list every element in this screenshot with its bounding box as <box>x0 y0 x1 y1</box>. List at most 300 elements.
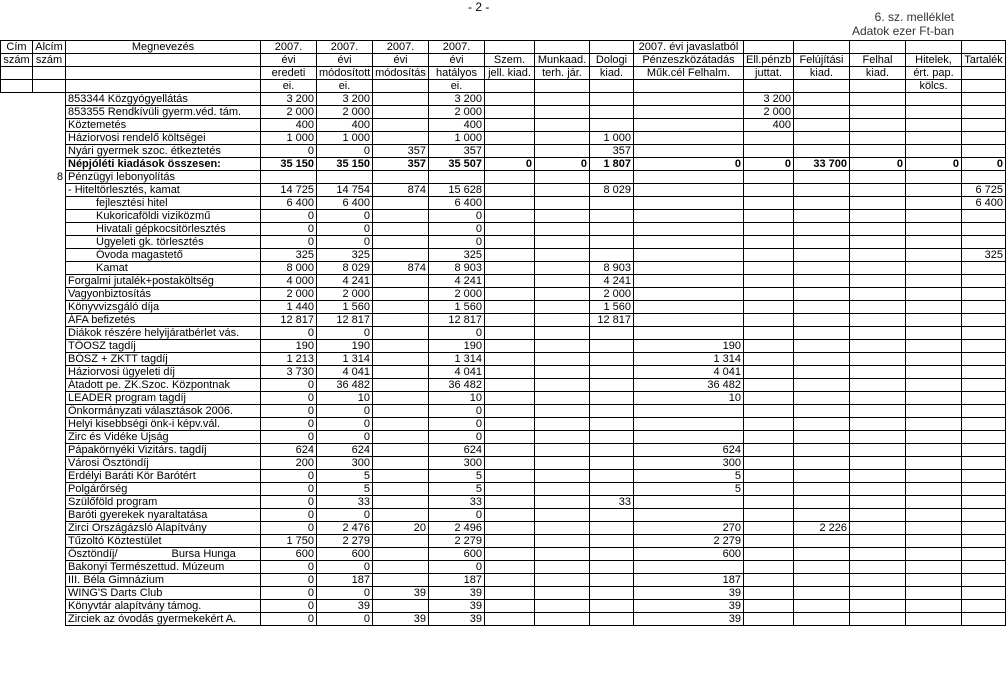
value-cell <box>962 379 1006 392</box>
value-cell <box>744 314 794 327</box>
value-cell: 12 817 <box>317 314 373 327</box>
value-cell: 5 <box>429 470 485 483</box>
header-cell: Munkaad. <box>535 54 590 67</box>
value-cell: 0 <box>317 613 373 626</box>
row-name: Zirciek az óvodás gyermekekért A. <box>66 613 261 626</box>
value-cell <box>794 613 850 626</box>
value-cell <box>535 301 590 314</box>
value-cell <box>535 483 590 496</box>
value-cell: 1 314 <box>429 353 485 366</box>
value-cell: 190 <box>261 340 317 353</box>
value-cell <box>373 457 429 470</box>
value-cell: 4 241 <box>590 275 634 288</box>
value-cell <box>373 288 429 301</box>
value-cell <box>590 444 634 457</box>
table-row <box>1 119 1006 132</box>
value-cell: 0 <box>261 522 317 535</box>
value-cell <box>485 249 535 262</box>
value-cell: 600 <box>317 548 373 561</box>
value-cell: 0 <box>317 587 373 600</box>
value-cell <box>794 145 850 158</box>
row-code <box>33 418 66 431</box>
value-cell: 39 <box>634 600 744 613</box>
row-name: Átadott pe. ZK.Szoc. Központnak <box>66 379 261 392</box>
value-cell <box>850 548 906 561</box>
row-code <box>33 496 66 509</box>
value-cell <box>744 574 794 587</box>
value-cell <box>962 119 1006 132</box>
value-cell <box>744 288 794 301</box>
value-cell <box>906 249 962 262</box>
value-cell: 0 <box>317 327 373 340</box>
value-cell: 5 <box>317 470 373 483</box>
value-cell <box>535 249 590 262</box>
value-cell <box>906 93 962 106</box>
value-cell <box>535 145 590 158</box>
value-cell <box>535 444 590 457</box>
header-cell <box>962 80 1006 93</box>
value-cell <box>373 197 429 210</box>
table-row <box>1 431 1006 444</box>
value-cell <box>850 184 906 197</box>
value-cell <box>535 314 590 327</box>
value-cell <box>794 106 850 119</box>
row-code <box>33 483 66 496</box>
value-cell: 0 <box>429 418 485 431</box>
value-cell: 14 725 <box>261 184 317 197</box>
value-cell <box>794 600 850 613</box>
value-cell: 1 213 <box>261 353 317 366</box>
value-cell: 0 <box>261 574 317 587</box>
row-name: Könyvtár alapítvány támog. <box>66 600 261 613</box>
value-cell <box>850 236 906 249</box>
value-cell: 3 730 <box>261 366 317 379</box>
header-cell: kölcs. <box>906 80 962 93</box>
value-cell <box>744 249 794 262</box>
table-row <box>1 314 1006 327</box>
value-cell <box>634 106 744 119</box>
value-cell <box>590 561 634 574</box>
value-cell <box>634 314 744 327</box>
value-cell <box>962 535 1006 548</box>
value-cell: 190 <box>317 340 373 353</box>
value-cell <box>906 548 962 561</box>
value-cell: 187 <box>634 574 744 587</box>
value-cell <box>373 574 429 587</box>
value-cell <box>634 197 744 210</box>
row-code <box>33 93 66 106</box>
value-cell <box>485 561 535 574</box>
value-cell <box>485 431 535 444</box>
value-cell: 6 400 <box>429 197 485 210</box>
value-cell <box>590 353 634 366</box>
row-name: Bakonyi Természettud. Múzeum <box>66 561 261 574</box>
header-cell: kiad. <box>850 67 906 80</box>
value-cell <box>744 444 794 457</box>
value-cell: 8 029 <box>317 262 373 275</box>
value-cell <box>906 483 962 496</box>
value-cell <box>744 496 794 509</box>
row-name: Tűzoltó Köztestület <box>66 535 261 548</box>
value-cell <box>634 210 744 223</box>
value-cell <box>906 314 962 327</box>
value-cell <box>485 457 535 470</box>
value-cell <box>373 535 429 548</box>
value-cell <box>373 119 429 132</box>
table-row <box>1 405 1006 418</box>
value-cell <box>850 171 906 184</box>
value-cell <box>794 93 850 106</box>
value-cell <box>535 470 590 483</box>
value-cell <box>590 197 634 210</box>
value-cell <box>906 132 962 145</box>
header-cell: Pénzeszközátadás <box>634 54 744 67</box>
value-cell: 0 <box>429 405 485 418</box>
value-cell <box>906 431 962 444</box>
value-cell <box>634 223 744 236</box>
value-cell: 0 <box>634 158 744 171</box>
table-row <box>1 353 1006 366</box>
table-row <box>1 106 1006 119</box>
value-cell <box>429 171 485 184</box>
value-cell <box>744 457 794 470</box>
value-cell <box>485 444 535 457</box>
header-cell: Alcím <box>33 41 66 54</box>
value-cell <box>485 119 535 132</box>
value-cell: 39 <box>373 587 429 600</box>
value-cell <box>373 431 429 444</box>
table-row <box>1 93 1006 106</box>
value-cell <box>485 132 535 145</box>
value-cell <box>906 119 962 132</box>
row-code <box>33 197 66 210</box>
row-code <box>33 145 66 158</box>
value-cell: 0 <box>429 223 485 236</box>
value-cell <box>794 327 850 340</box>
header-cell <box>850 41 906 54</box>
value-cell: 0 <box>429 210 485 223</box>
row-code <box>33 587 66 600</box>
value-cell: 39 <box>429 600 485 613</box>
value-cell: 2 000 <box>429 288 485 301</box>
value-cell <box>744 223 794 236</box>
value-cell <box>794 236 850 249</box>
value-cell <box>535 171 590 184</box>
row-code <box>33 548 66 561</box>
value-cell <box>794 288 850 301</box>
row-code <box>33 457 66 470</box>
row-name: Kukoricaföldi viziközmű <box>66 210 261 223</box>
value-cell <box>535 106 590 119</box>
value-cell: 0 <box>962 158 1006 171</box>
row-name: Óvoda magastető <box>66 249 261 262</box>
value-cell <box>744 184 794 197</box>
value-cell <box>850 223 906 236</box>
value-cell <box>535 431 590 444</box>
value-cell <box>535 392 590 405</box>
value-cell <box>634 405 744 418</box>
row-name: Kamat <box>66 262 261 275</box>
header-cell: Megnevezés <box>66 41 261 54</box>
value-cell: 14 754 <box>317 184 373 197</box>
value-cell: 33 700 <box>794 158 850 171</box>
row-code <box>33 301 66 314</box>
row-code <box>33 535 66 548</box>
row-name: WING'S Darts Club <box>66 587 261 600</box>
value-cell <box>906 288 962 301</box>
value-cell <box>850 119 906 132</box>
value-cell <box>634 145 744 158</box>
row-name: Forgalmi jutalék+postaköltség <box>66 275 261 288</box>
value-cell <box>794 444 850 457</box>
value-cell <box>744 132 794 145</box>
value-cell <box>962 574 1006 587</box>
row-code <box>33 340 66 353</box>
table-row <box>1 444 1006 457</box>
value-cell: 0 <box>535 158 590 171</box>
value-cell <box>962 561 1006 574</box>
value-cell <box>485 366 535 379</box>
table-row <box>1 470 1006 483</box>
value-cell <box>850 405 906 418</box>
table-row <box>1 561 1006 574</box>
value-cell <box>485 106 535 119</box>
header-cell: Műk.cél Felhalm. <box>634 67 744 80</box>
value-cell: 0 <box>317 223 373 236</box>
value-cell <box>744 353 794 366</box>
value-cell <box>794 379 850 392</box>
value-cell <box>373 405 429 418</box>
value-cell <box>794 509 850 522</box>
row-name: Pénzügyi lebonyolítás <box>66 171 261 184</box>
value-cell <box>744 509 794 522</box>
value-cell: 10 <box>429 392 485 405</box>
header-cell: juttat. <box>744 67 794 80</box>
header-cell: kiad. <box>590 67 634 80</box>
value-cell <box>590 366 634 379</box>
value-cell <box>634 288 744 301</box>
value-cell: 357 <box>590 145 634 158</box>
header-cell <box>485 41 535 54</box>
value-cell <box>590 405 634 418</box>
value-cell <box>535 262 590 275</box>
table-row <box>1 327 1006 340</box>
table-header <box>1 41 1006 93</box>
value-cell <box>850 444 906 457</box>
value-cell: 35 507 <box>429 158 485 171</box>
value-cell <box>850 106 906 119</box>
value-cell: 2 496 <box>429 522 485 535</box>
row-code <box>33 509 66 522</box>
value-cell <box>906 210 962 223</box>
value-cell <box>535 340 590 353</box>
row-code <box>33 132 66 145</box>
value-cell: 624 <box>429 444 485 457</box>
row-code <box>33 210 66 223</box>
row-code <box>33 262 66 275</box>
row-name: fejlesztési hitel <box>66 197 261 210</box>
value-cell <box>794 431 850 444</box>
header-cell: ei. <box>261 80 317 93</box>
value-cell <box>485 600 535 613</box>
value-cell: 1 314 <box>317 353 373 366</box>
value-cell: 5 <box>634 470 744 483</box>
value-cell: 10 <box>634 392 744 405</box>
value-cell <box>373 392 429 405</box>
table-row <box>1 366 1006 379</box>
value-cell: 300 <box>634 457 744 470</box>
value-cell <box>850 197 906 210</box>
table-row <box>1 223 1006 236</box>
value-cell: 10 <box>317 392 373 405</box>
value-cell <box>590 431 634 444</box>
value-cell: 39 <box>317 600 373 613</box>
value-cell: 0 <box>850 158 906 171</box>
value-cell <box>373 93 429 106</box>
row-name: Vagyonbiztosítás <box>66 288 261 301</box>
value-cell <box>906 262 962 275</box>
value-cell <box>590 522 634 535</box>
value-cell <box>590 470 634 483</box>
value-cell: 39 <box>429 587 485 600</box>
header-cell: 2007. <box>429 41 485 54</box>
value-cell <box>794 418 850 431</box>
value-cell <box>744 470 794 483</box>
value-cell <box>906 392 962 405</box>
header-cell: kiad. <box>794 67 850 80</box>
value-cell <box>590 483 634 496</box>
value-cell <box>962 405 1006 418</box>
value-cell: 33 <box>590 496 634 509</box>
value-cell <box>485 379 535 392</box>
value-cell: 300 <box>317 457 373 470</box>
value-cell <box>373 470 429 483</box>
value-cell: 0 <box>317 418 373 431</box>
row-code <box>33 470 66 483</box>
value-cell <box>590 171 634 184</box>
value-cell <box>962 223 1006 236</box>
value-cell: 400 <box>261 119 317 132</box>
value-cell <box>373 548 429 561</box>
value-cell <box>373 379 429 392</box>
value-cell <box>373 106 429 119</box>
row-name: III. Béla Gimnázium <box>66 574 261 587</box>
value-cell <box>906 509 962 522</box>
value-cell: 0 <box>261 600 317 613</box>
value-cell: 0 <box>261 587 317 600</box>
value-cell <box>906 600 962 613</box>
value-cell: 4 041 <box>429 366 485 379</box>
value-cell <box>850 301 906 314</box>
value-cell <box>906 379 962 392</box>
value-cell <box>850 574 906 587</box>
value-cell <box>906 444 962 457</box>
header-cell <box>744 80 794 93</box>
value-cell: 2 279 <box>429 535 485 548</box>
value-cell <box>850 288 906 301</box>
value-cell: 0 <box>261 327 317 340</box>
value-cell <box>744 613 794 626</box>
value-cell: 0 <box>429 561 485 574</box>
value-cell <box>906 145 962 158</box>
value-cell <box>634 132 744 145</box>
value-cell <box>906 184 962 197</box>
value-cell <box>794 405 850 418</box>
value-cell: 624 <box>261 444 317 457</box>
value-cell <box>794 340 850 353</box>
value-cell <box>794 483 850 496</box>
row-name: Háziorvosi ügyeleti díj <box>66 366 261 379</box>
header-cell: Cím <box>1 41 33 54</box>
header-cell: évi <box>317 54 373 67</box>
value-cell <box>634 262 744 275</box>
value-cell <box>373 223 429 236</box>
value-cell <box>962 327 1006 340</box>
value-cell <box>962 444 1006 457</box>
value-cell <box>485 145 535 158</box>
value-cell <box>906 613 962 626</box>
header-cell <box>962 41 1006 54</box>
value-cell <box>962 301 1006 314</box>
row-code <box>33 522 66 535</box>
value-cell <box>962 145 1006 158</box>
value-cell <box>590 418 634 431</box>
value-cell <box>744 366 794 379</box>
value-cell <box>373 509 429 522</box>
value-cell: 2 000 <box>317 106 373 119</box>
value-cell <box>485 470 535 483</box>
value-cell: 2 000 <box>261 106 317 119</box>
value-cell: 39 <box>373 613 429 626</box>
row-code <box>33 223 66 236</box>
value-cell: 0 <box>906 158 962 171</box>
value-cell <box>485 340 535 353</box>
value-cell <box>590 392 634 405</box>
value-cell <box>794 119 850 132</box>
row-code <box>33 314 66 327</box>
value-cell: 400 <box>317 119 373 132</box>
value-cell <box>906 587 962 600</box>
row-name: Zirci Országázsló Alapítvány <box>66 522 261 535</box>
value-cell <box>590 457 634 470</box>
value-cell <box>744 275 794 288</box>
value-cell: 600 <box>261 548 317 561</box>
row-name: Hivatali gépkocsitörlesztés <box>66 223 261 236</box>
header-cell <box>33 67 66 80</box>
row-name <box>66 548 261 561</box>
header-cell <box>373 80 429 93</box>
value-cell <box>535 587 590 600</box>
row-name: Önkormányzati választások 2006. <box>66 405 261 418</box>
value-cell: 0 <box>261 561 317 574</box>
value-cell <box>485 483 535 496</box>
value-cell <box>850 379 906 392</box>
value-cell <box>535 457 590 470</box>
row-name: Ügyeleti gk. törlesztés <box>66 236 261 249</box>
value-cell: 4 041 <box>634 366 744 379</box>
value-cell <box>850 483 906 496</box>
value-cell <box>590 548 634 561</box>
row-code <box>33 327 66 340</box>
value-cell <box>850 249 906 262</box>
row-name: Zirc és Vidéke Újság <box>66 431 261 444</box>
value-cell <box>634 236 744 249</box>
value-cell <box>794 223 850 236</box>
value-cell: 8 903 <box>429 262 485 275</box>
value-cell <box>850 431 906 444</box>
table-row <box>1 340 1006 353</box>
row-name-secondary: Bursa Hunga <box>171 548 236 560</box>
